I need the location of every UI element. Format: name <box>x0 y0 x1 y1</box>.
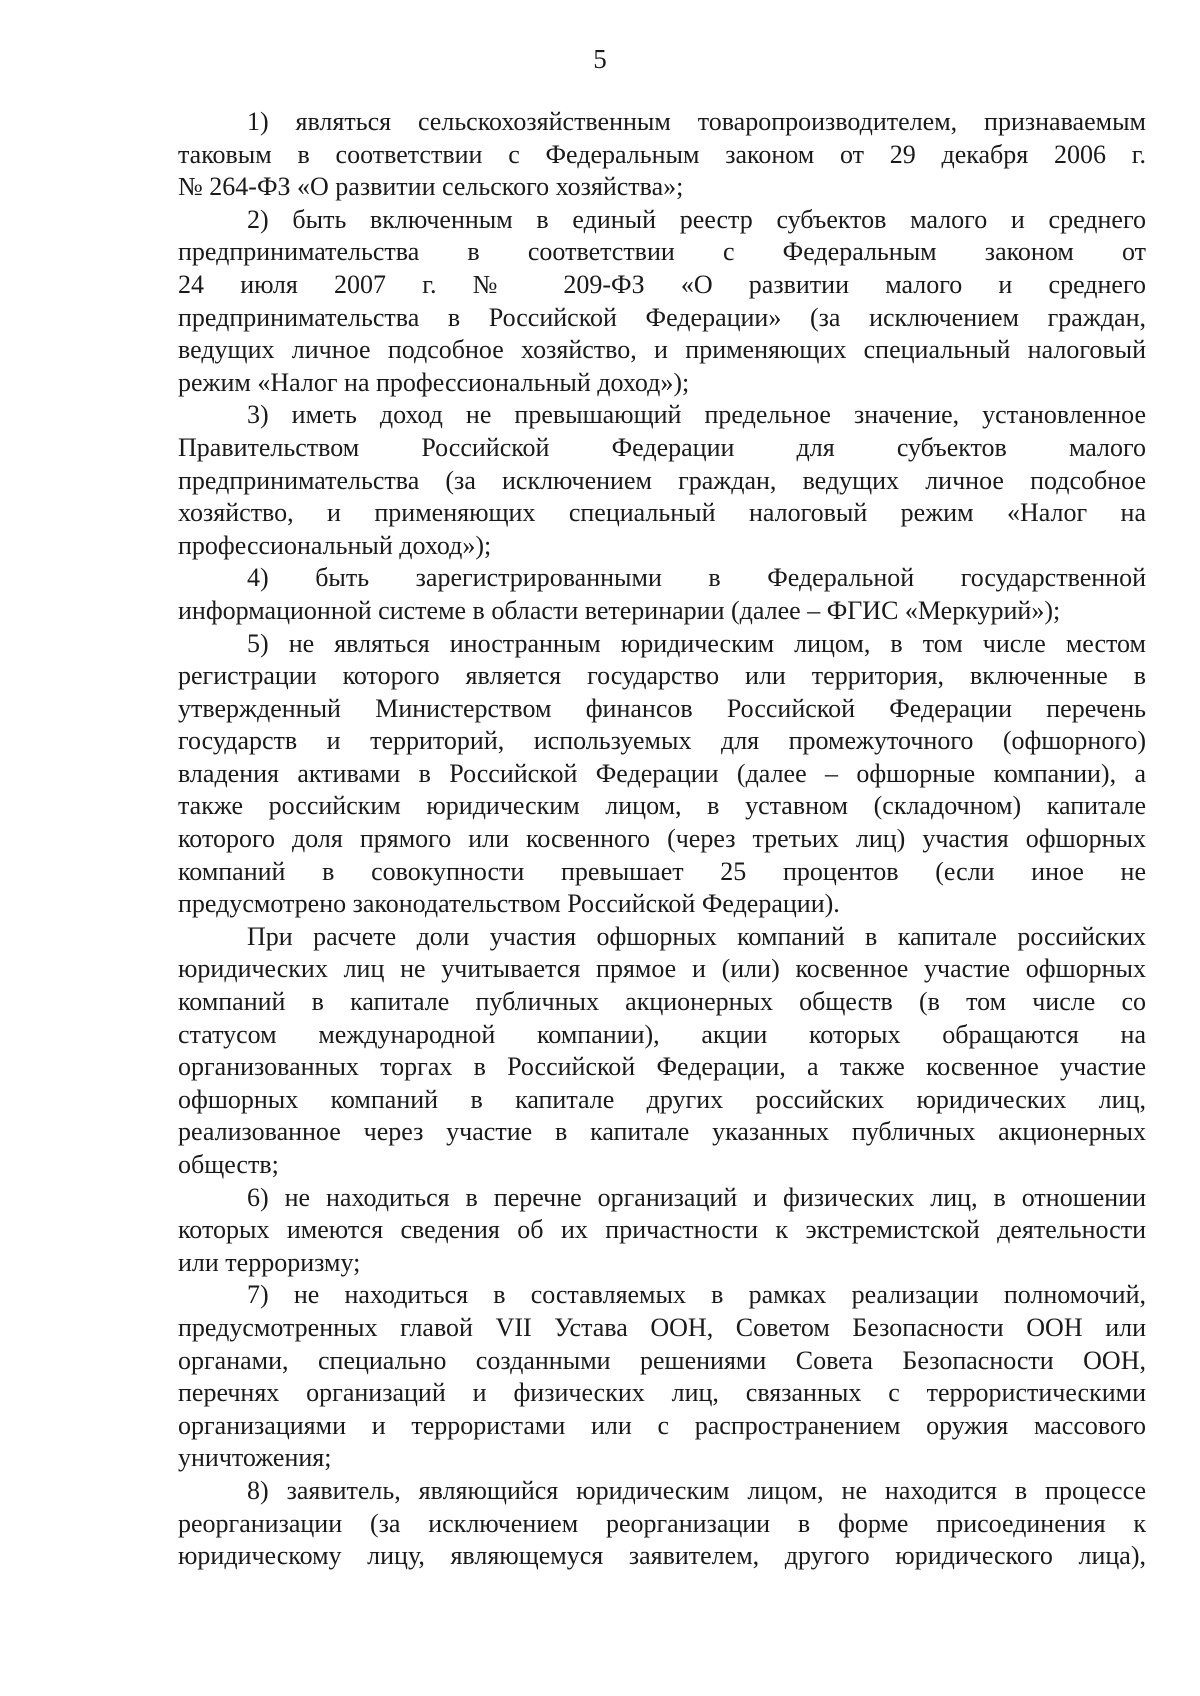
text-line: 4) быть зарегистрированными в Федеральной государственной <box>247 563 1146 593</box>
text-line: регистрации которого является государство или территория, включенные в <box>178 661 1146 691</box>
text-line: профессиональный доход»); <box>178 530 492 560</box>
text-line: организованных торгах в Российской Федерации, а также косвенное участие <box>178 1052 1146 1082</box>
text-line: 3) иметь доход не превышающий предельное значение, установленное <box>247 400 1146 430</box>
text-line: которого доля прямого или косвенного (через третьих лиц) участия офшорных <box>178 824 1146 854</box>
text-line: предусмотрено законодательством Российской Федерации). <box>178 889 840 919</box>
page-number: 5 <box>593 44 607 74</box>
text-line: реорганизации (за исключением реорганизации в форме присоединения к <box>178 1508 1146 1538</box>
text-line: юридических лиц не учитывается прямое и (или) косвенное участие офшорных <box>178 954 1146 984</box>
paragraph <box>178 1182 1146 1280</box>
text-line: статусом международной компании), акции которых обращаются на <box>178 1019 1146 1049</box>
text-line: ведущих личное подсобное хозяйство, и применяющих специальный налоговый <box>178 335 1146 365</box>
text-line: предпринимательства (за исключением граждан, ведущих личное подсобное <box>178 465 1146 495</box>
text-line: 6) не находиться в перечне организаций и физических лиц, в отношении <box>247 1182 1146 1212</box>
text-line: также российским юридическим лицом, в уставном (складочном) капитале <box>178 791 1146 821</box>
text-line: 5) не являться иностранным юридическим лицом, в том числе местом <box>247 628 1146 658</box>
text-line: организациями и террористами или с распространением оружия массового <box>178 1410 1146 1440</box>
text-line: офшорных компаний в капитале других российских юридических лиц, <box>178 1084 1146 1114</box>
paragraph <box>178 562 1146 627</box>
text-line: компаний в совокупности превышает 25 процентов (если иное не <box>178 856 1146 886</box>
text-line: 8) заявитель, являющийся юридическим лицом, не находится в процессе <box>247 1475 1146 1505</box>
text-line: которых имеются сведения об их причастности к экстремистской деятельности <box>178 1215 1146 1245</box>
text-line: 1) являться сельскохозяйственным товаропроизводителем, признаваемым <box>247 107 1146 136</box>
text-line: № 264-ФЗ «О развитии сельского хозяйства»; <box>178 172 684 202</box>
text-line: государств и территорий, используемых для промежуточного (офшорного) <box>178 726 1146 756</box>
text-line: При расчете доли участия офшорных компаний в капитале российских <box>247 921 1146 951</box>
paragraph <box>178 1475 1146 1573</box>
paragraph <box>178 204 1146 400</box>
paragraph <box>178 106 1146 204</box>
text-line: юридическому лицу, являющемуся заявителем, другого юридического лица), <box>178 1541 1146 1571</box>
text-line: Правительством Российской Федерации для субъектов малого <box>178 432 1146 462</box>
text-line: 2) быть включенным в единый реестр субъектов малого и среднего <box>247 204 1146 234</box>
text-line: режим «Налог на профессиональный доход»); <box>178 367 690 397</box>
text-line: органами, специально созданными решениями Совета Безопасности ООН, <box>178 1345 1146 1375</box>
text-line: или терроризму; <box>178 1247 361 1277</box>
text-line: владения активами в Российской Федерации (далее – офшорные компании), а <box>178 758 1146 788</box>
paragraph <box>178 1279 1146 1475</box>
text-line: уничтожения; <box>178 1443 332 1473</box>
paragraph <box>178 399 1146 562</box>
text-line: обществ; <box>178 1150 279 1179</box>
text-line: предусмотренных главой VII Устава ООН, Советом Безопасности ООН или <box>178 1312 1146 1342</box>
text-line: перечнях организаций и физических лиц, связанных с террористическими <box>178 1378 1146 1408</box>
text-line: предпринимательства в соответствии с Федеральным законом от <box>178 237 1146 267</box>
document-body <box>178 106 1146 1573</box>
text-line: предпринимательства в Российской Федерации» (за исключением граждан, <box>178 302 1146 332</box>
text-line: 7) не находиться в составляемых в рамках реализации полномочий, <box>247 1280 1146 1310</box>
text-line: реализованное через участие в капитале указанных публичных акционерных <box>178 1117 1146 1147</box>
text-line: таковым в соответствии с Федеральным законом от 29 декабря 2006 г. <box>178 139 1146 169</box>
text-line: компаний в капитале публичных акционерных обществ (в том числе со <box>178 987 1146 1017</box>
text-line: 24 июля 2007 г. № 209-ФЗ «О развитии малого и среднего <box>178 269 1146 299</box>
text-line: хозяйство, и применяющих специальный налоговый режим «Налог на <box>178 498 1146 528</box>
paragraph <box>178 628 1146 921</box>
text-line: утвержденный Министерством финансов Российской Федерации перечень <box>178 693 1146 723</box>
text-line: информационной системе в области ветеринарии (далее – ФГИС «Меркурий»); <box>178 595 1061 625</box>
paragraph <box>178 921 1146 1182</box>
